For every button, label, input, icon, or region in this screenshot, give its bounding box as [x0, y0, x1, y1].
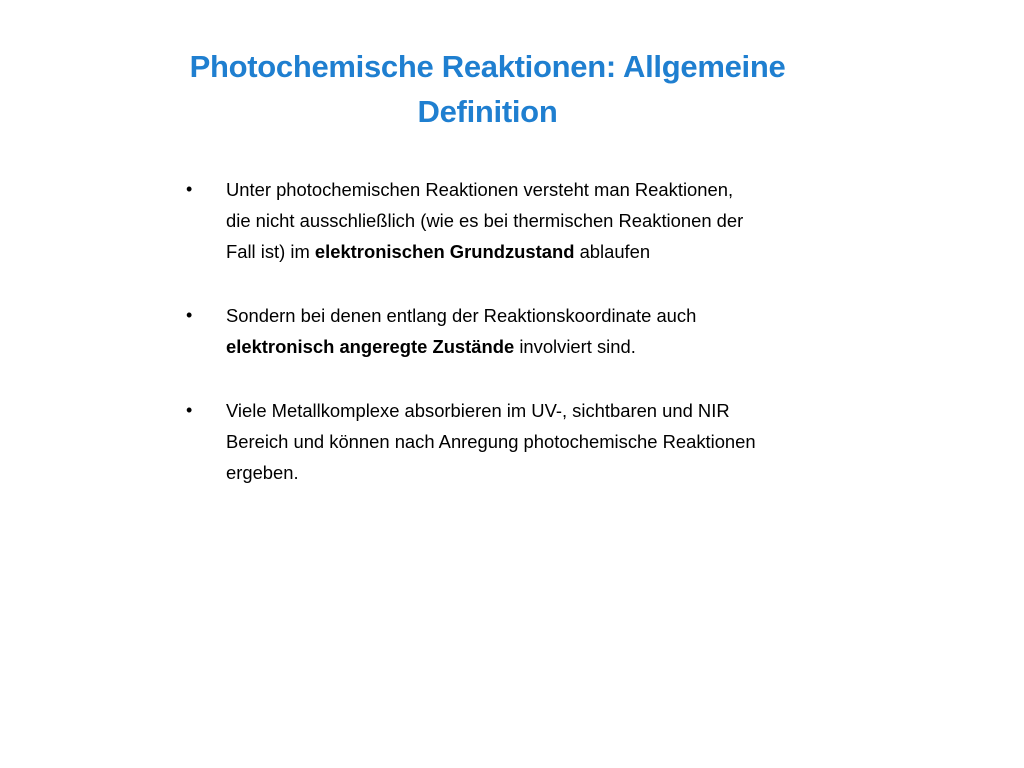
slide-title: Photochemische Reaktionen: Allgemeine Definition [189, 49, 786, 129]
bullet-dot: • [186, 305, 193, 325]
bullet-emphasis: elektronisch angeregte Zustände [226, 336, 515, 357]
bullet-item [186, 395, 756, 488]
bullet-item [186, 300, 756, 362]
bullet-list [186, 174, 756, 521]
bullet-dot: • [186, 400, 193, 420]
bullet-item [186, 174, 756, 267]
bullet-emphasis: elektronischen Grundzustand [314, 241, 575, 262]
bullet-text: involviert sind. [514, 336, 636, 357]
bullet-text: ablaufen [574, 241, 651, 262]
bullet-dot: • [186, 179, 193, 199]
bullet-text: Sondern bei denen entlang der Reaktionskoordinate auch [226, 305, 697, 326]
bullet-text: Unter photochemischen Reaktionen versteht man Reaktionen, die nicht ausschließlich (wie es bei thermischen Reaktionen der Fall ist) im [226, 179, 744, 262]
bullet-text: Viele Metallkomplexe absorbieren im UV-, sichtbaren und NIR Bereich und können nach Anregung photochemische Reaktionen ergeben. [226, 400, 756, 483]
